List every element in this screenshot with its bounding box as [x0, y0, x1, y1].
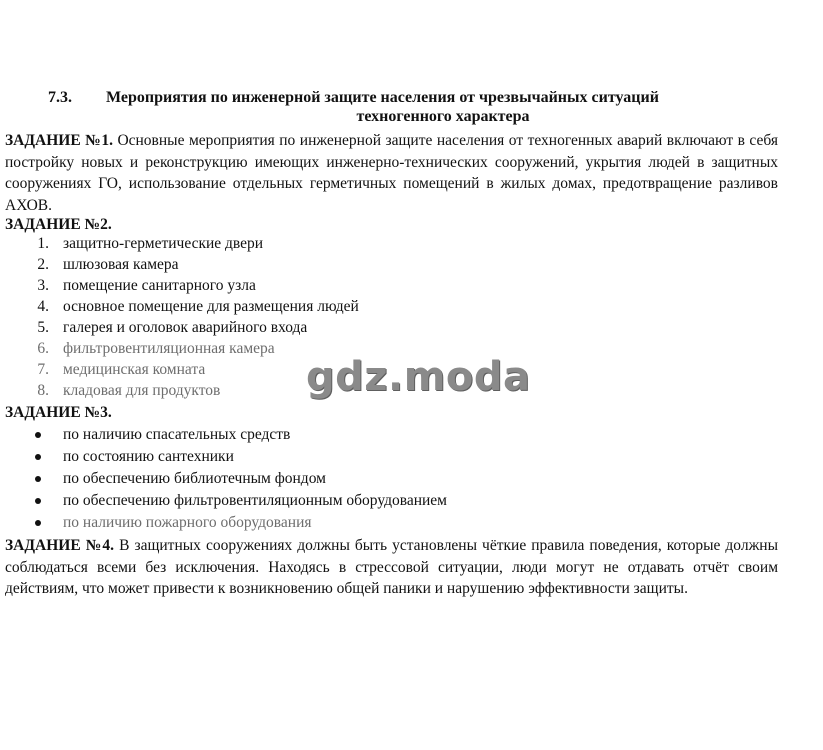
- item-number: 4.: [37, 298, 49, 315]
- bullet-icon: [35, 498, 41, 504]
- item-text: по наличию пожарного оборудования: [63, 514, 312, 531]
- task4-text: В защитных сооружениях должны быть установлены чёткие правила поведения, которые должны соблюдаться всеми без исключения. Находясь в стрессовой ситуации, люди могут не отдавать отчёт своим действиям, что может привести к возникновению общей паники и нарушению эффективности защиты.: [5, 537, 778, 597]
- item-text: по состоянию сантехники: [63, 448, 234, 465]
- item-number: 8.: [37, 382, 49, 399]
- item-number: 2.: [37, 256, 49, 273]
- item-text: защитно-герметические двери: [63, 235, 264, 252]
- item-text: галерея и оголовок аварийного входа: [63, 319, 308, 336]
- watermark: gdz.moda: [306, 354, 531, 400]
- item-text: помещение санитарного узла: [63, 277, 256, 294]
- task2-label: ЗАДАНИЕ №2.: [5, 216, 112, 233]
- item-number: 7.: [37, 361, 49, 378]
- bullet-icon: [35, 432, 41, 438]
- item-text: по обеспечению фильтровентиляционным оборудованием: [63, 492, 447, 509]
- bullet-icon: [35, 520, 41, 526]
- item-number: 5.: [37, 319, 49, 336]
- section-number: 7.3.: [48, 89, 72, 106]
- task4-paragraph: [5, 535, 778, 600]
- bullet-icon: [35, 476, 41, 482]
- task1-label: ЗАДАНИЕ №1.: [5, 132, 113, 149]
- item-text: по наличию спасательных средств: [63, 426, 291, 443]
- bullet-icon: [35, 454, 41, 460]
- section-title-line1: Мероприятия по инженерной защите населения от чрезвычайных ситуаций: [106, 89, 659, 106]
- section-title-line2: техногенного характера: [356, 108, 530, 125]
- item-text: фильтровентиляционная камера: [63, 340, 275, 357]
- item-number: 1.: [37, 235, 49, 252]
- item-text: по обеспечению библиотечным фондом: [63, 470, 326, 487]
- task1-text: Основные мероприятия по инженерной защите населения от техногенных аварий включают в себя постройку новых и реконструкцию имеющих инженерно-технических сооружений, укрытия людей в защитных сооружениях ГО, использование отдельных герметичных помещений в жилых домах, предотвращение разливов АХОВ.: [5, 132, 778, 214]
- item-text: кладовая для продуктов: [63, 382, 221, 399]
- item-text: медицинская комната: [63, 361, 206, 378]
- item-number: 3.: [37, 277, 49, 294]
- item-number: 6.: [37, 340, 49, 357]
- task4-label: ЗАДАНИЕ №4.: [5, 537, 115, 554]
- task3-label: ЗАДАНИЕ №3.: [5, 404, 112, 421]
- item-text: основное помещение для размещения людей: [63, 298, 359, 315]
- item-text: шлюзовая камера: [63, 256, 179, 273]
- task1-paragraph: [5, 130, 778, 216]
